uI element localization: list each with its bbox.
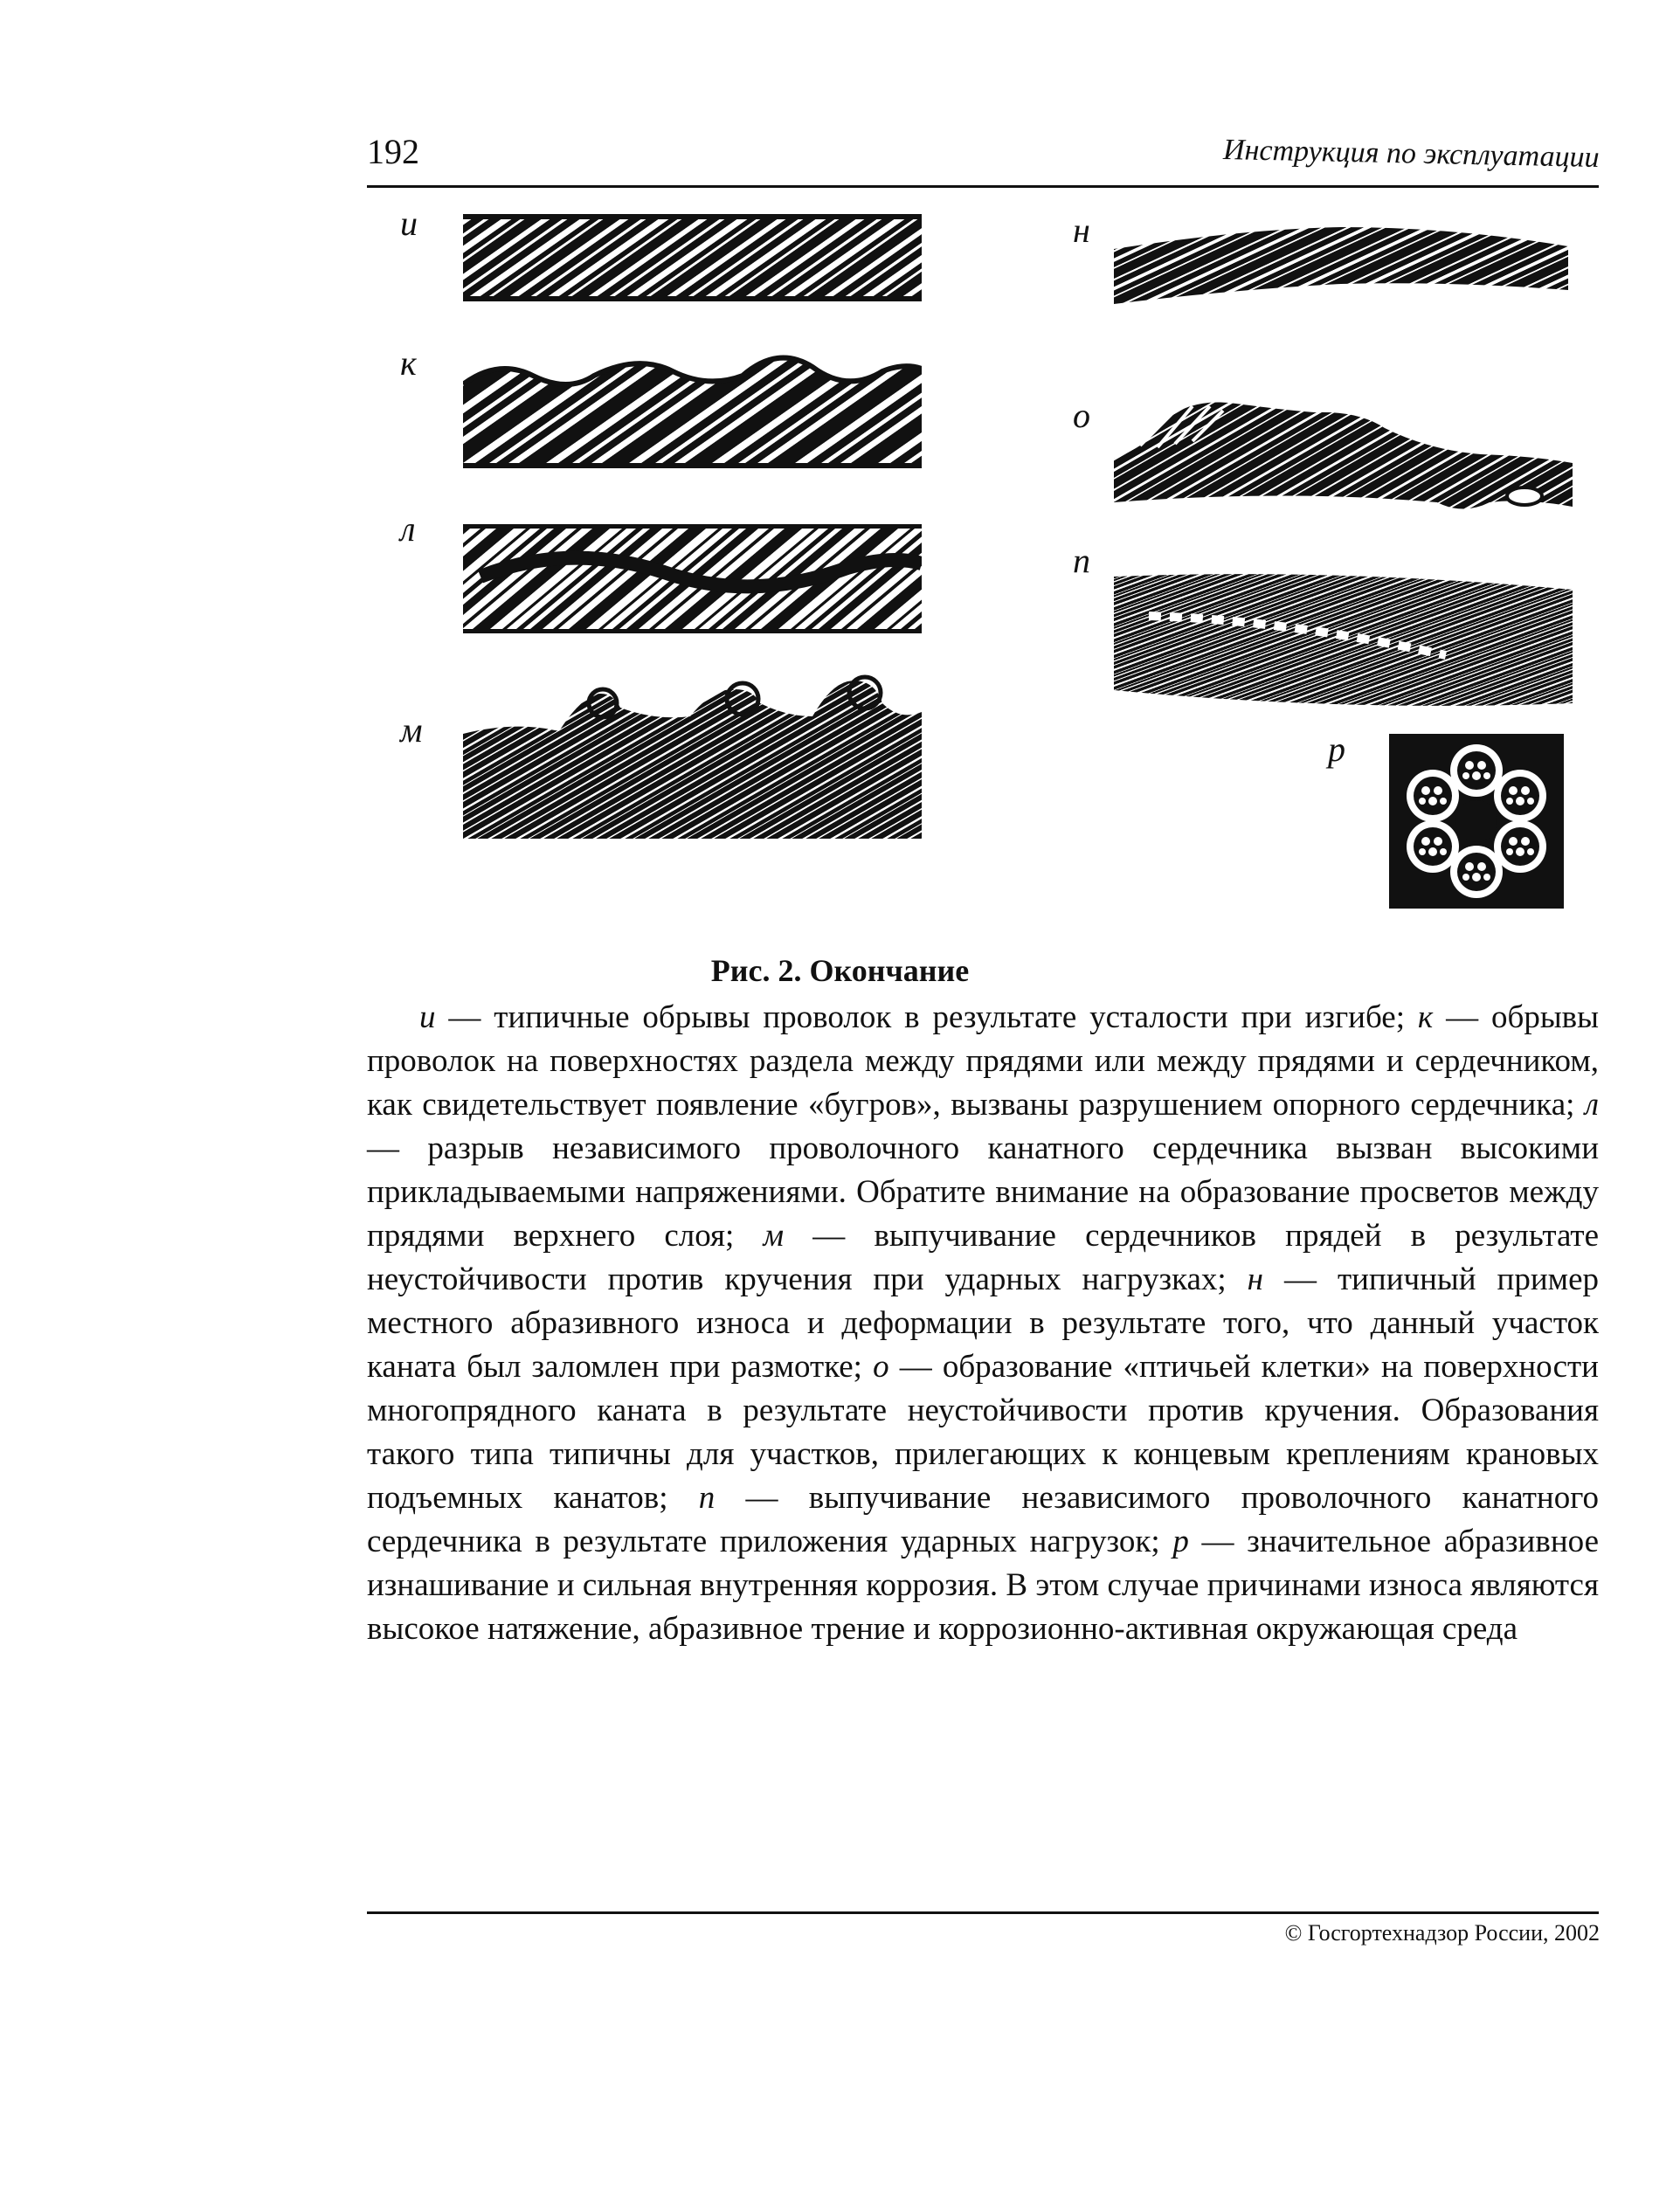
rope-illustration-o	[1114, 393, 1573, 524]
rope-illustration-n	[1114, 218, 1568, 306]
rope-illustration-l	[463, 524, 922, 633]
caption-text: — обрывы проволок на поверхностях раздела между прядями или между прядями и сердечником, как свидетельствует появление «бугров», вызваны разрушением опорного сердечника;	[367, 999, 1600, 1123]
figure-label-n: н	[1073, 211, 1090, 250]
page-number: 192	[367, 132, 419, 171]
rope-illustration-k	[463, 341, 922, 472]
caption-label: р	[1172, 1524, 1189, 1559]
figure-label-m: м	[400, 710, 423, 750]
figure-label-p: п	[1073, 541, 1090, 580]
running-title: Инструкция по эксплуатации	[1223, 133, 1600, 174]
footer-copyright: © Госгортехнадзор России, 2002	[1284, 1920, 1600, 1946]
caption-text: — типичный пример местного абразивного износа и деформации в результате того, что данный участок каната был заломлен при размотке;	[367, 1261, 1599, 1385]
header-rule	[367, 185, 1599, 188]
caption-label: и	[419, 999, 436, 1035]
figure-label-i: и	[400, 204, 418, 243]
caption-label: к	[1417, 999, 1434, 1035]
caption-label: о	[873, 1349, 889, 1385]
figure-label-k: к	[400, 343, 417, 383]
caption-text: — образование «птичьей клетки» на поверхности многопрядного каната в результате неустойчивости против кручения. Образования такого типа типичны для участков, прилегающих к концевым креплениям крановых подъемных канатов;	[367, 1349, 1599, 1516]
footer-rule	[367, 1911, 1599, 1914]
caption-text: — выпучивание сердечников прядей в результате неустойчивости против кручения при ударных нагрузках;	[367, 1218, 1599, 1297]
rope-illustration-i	[463, 214, 922, 301]
figure-label-r: р	[1328, 729, 1345, 769]
caption-label: н	[1247, 1261, 1264, 1297]
caption-label: л	[1584, 1087, 1599, 1123]
figure-caption-body	[367, 996, 1599, 1651]
rope-illustration-m	[463, 668, 922, 843]
caption-text: — разрыв независимого проволочного канатного сердечника вызван высокими прикладываемыми напряжениями. Обратите внимание на образование просветов между прядями верхнего слоя;	[367, 1130, 1599, 1254]
caption-label: м	[763, 1218, 785, 1254]
figure-caption-title: Рис. 2. Окончание	[710, 953, 970, 988]
figure-label-l: л	[400, 509, 416, 549]
rope-illustration-r	[1389, 734, 1564, 909]
caption-text: — значительное абразивное изнашивание и сильная внутренняя коррозия. В этом случае причинами износа являются высокое натяжение, абразивное трение и коррозионно-активная окружающая среда	[367, 1524, 1599, 1647]
caption-text: — выпучивание независимого проволочного канатного сердечника в результате приложения ударных нагрузок;	[367, 1480, 1599, 1559]
figure-label-o: о	[1073, 396, 1090, 435]
caption-text: — типичные обрывы проволок в результате усталости при изгибе;	[435, 999, 1418, 1035]
caption-label: п	[698, 1480, 716, 1516]
rope-illustration-p	[1114, 568, 1573, 712]
